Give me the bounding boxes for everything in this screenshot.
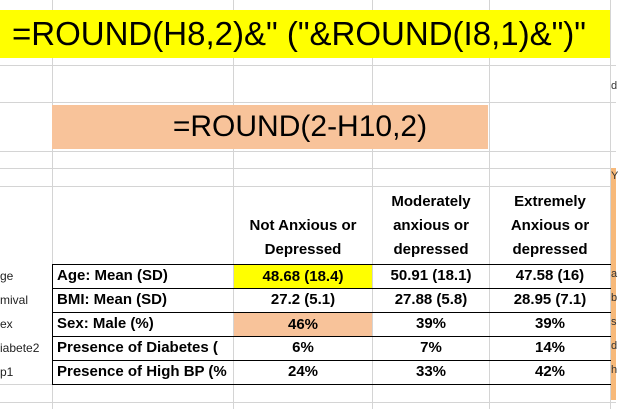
header-line: Moderately [391,193,471,210]
table-border [52,264,53,384]
grid-hline [0,168,616,169]
row-label-bmi[interactable]: BMI: Mean (SD) [57,291,167,308]
grid-hline [0,151,616,152]
cell-bmi-moderate[interactable]: 27.88 (5.8) [394,291,468,308]
left-cell[interactable]: iabete2 [0,341,40,355]
left-cell[interactable]: ge [0,269,14,283]
edge-char: Y [611,170,618,182]
cell-diabetes-not-anxious[interactable]: 6% [292,339,314,356]
header-moderately-anxious[interactable] [373,190,489,262]
header-not-anxious[interactable] [234,214,372,262]
left-cell[interactable]: p1 [0,365,14,379]
header-line: anxious or [393,217,469,234]
edge-char: d [611,340,618,352]
edge-char: d [611,80,618,92]
formula-cell-round-2[interactable]: =ROUND(2-H10,2) [52,105,488,149]
header-line: Anxious or [510,217,590,234]
edge-char: s [611,316,617,328]
cell-highbp-moderate[interactable]: 33% [415,363,447,380]
cell-diabetes-moderate[interactable]: 7% [420,339,442,356]
cell-age-moderate[interactable]: 50.91 (18.1) [390,267,472,284]
cell-diabetes-extreme[interactable]: 14% [534,339,566,356]
header-line: Not Anxious or [249,217,357,234]
formula-cell-round-text[interactable]: =ROUND(H8,2)&" ("&ROUND(I8,1)&")" [0,10,610,58]
cell-sex-moderate[interactable]: 39% [415,315,447,332]
cell-sex-extreme[interactable]: 39% [534,315,566,332]
row-label-sex[interactable]: Sex: Male (%) [57,315,154,332]
cell-highbp-extreme[interactable]: 42% [534,363,566,380]
cell-highbp-not-anxious[interactable]: 24% [287,363,319,380]
row-label-diabetes[interactable]: Presence of Diabetes ( [57,339,218,356]
grid-hline [0,102,616,103]
row-label-high-bp[interactable]: Presence of High BP (% [57,363,227,380]
cell-bmi-extreme[interactable]: 28.95 (7.1) [513,291,587,308]
cell-sex-not-anxious[interactable]: 46% [234,313,372,336]
table-border [52,384,611,385]
cell-age-not-anxious[interactable]: 48.68 (18.4) [234,265,372,288]
header-line: Extremely [514,193,586,210]
header-line: depressed [512,241,588,258]
header-line: depressed [393,241,469,258]
header-line: Depressed [264,241,342,258]
edge-char: b [611,292,618,304]
grid-hline [0,65,616,66]
edge-char: h [611,364,618,376]
edge-char: a [611,268,618,280]
header-extremely-anxious[interactable] [490,190,610,262]
row-label-age[interactable]: Age: Mean (SD) [57,267,168,284]
grid-hline [0,186,616,187]
left-cell[interactable]: mival [0,293,29,307]
cell-age-extreme[interactable]: 47.58 (16) [515,267,585,284]
cell-bmi-not-anxious[interactable]: 27.2 (5.1) [270,291,336,308]
left-cell[interactable]: ex [0,317,13,331]
grid-hline [0,402,616,403]
